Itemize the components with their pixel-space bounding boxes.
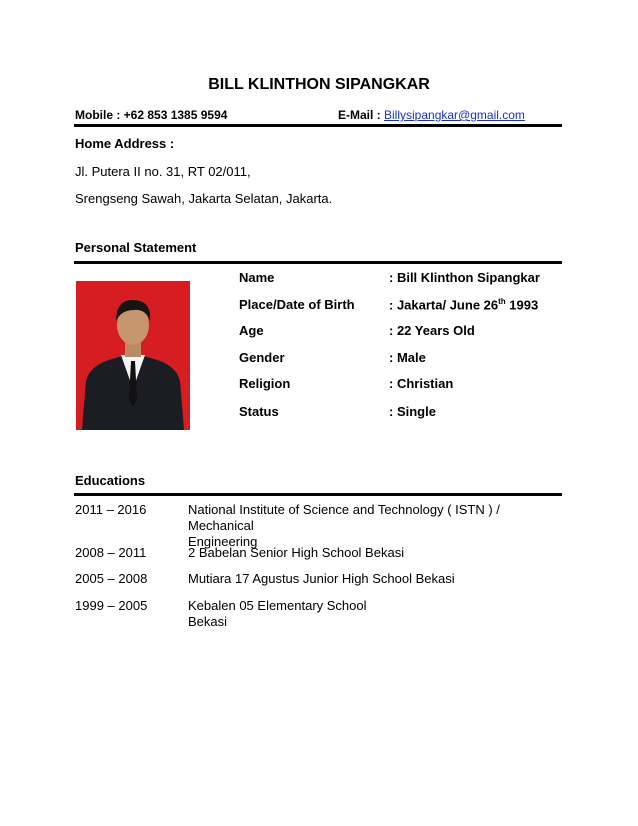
educations-heading: Educations <box>75 473 146 488</box>
education-description <box>188 598 564 630</box>
education-line: Engineering <box>188 534 258 549</box>
label-religion: Religion <box>239 376 291 391</box>
education-years: 1999 – 2005 <box>75 598 148 613</box>
address-line-2: Srengseng Sawah, Jakarta Selatan, Jakarta. <box>75 191 333 206</box>
education-description <box>188 545 564 561</box>
education-line: Kebalen 05 Elementary School <box>188 598 367 613</box>
header-divider <box>74 124 562 127</box>
email-line <box>338 108 525 122</box>
value-age: : 22 Years Old <box>389 323 475 338</box>
education-years: 2008 – 2011 <box>75 545 147 560</box>
birth-date-part: : Jakarta/ June 26 <box>389 297 499 313</box>
value-religion: : Christian <box>389 376 454 391</box>
education-line: Bekasi <box>188 614 228 629</box>
education-line: Mutiara 17 Agustus Junior High School Bekasi <box>188 571 455 586</box>
label-gender: Gender <box>239 350 285 365</box>
education-description <box>188 502 564 550</box>
email-link[interactable]: Billysipangkar@gmail.com <box>384 108 525 122</box>
value-place-date-of-birth <box>389 297 538 312</box>
personal-statement-heading: Personal Statement <box>75 240 197 255</box>
education-years: 2005 – 2008 <box>75 571 148 586</box>
profile-photo <box>76 281 190 430</box>
person-portrait-icon <box>76 281 190 430</box>
education-line: National Institute of Science and Technology ( ISTN ) / Mechanical <box>188 502 500 533</box>
value-status: : Single <box>389 404 436 419</box>
address-line-1: Jl. Putera II no. 31, RT 02/011, <box>75 164 251 179</box>
label-age: Age <box>239 323 264 338</box>
value-name: : Bill Klinthon Sipangkar <box>389 270 540 285</box>
education-years: 2011 – 2016 <box>75 502 147 517</box>
mobile-number: Mobile : +62 853 1385 9594 <box>75 108 228 122</box>
personal-divider <box>74 261 562 264</box>
education-description <box>188 571 564 587</box>
value-gender: : Male <box>389 350 426 365</box>
resume-name: BILL KLINTHON SIPANGKAR <box>208 76 430 93</box>
ordinal-suffix: th <box>498 297 506 306</box>
label-name: Name <box>239 270 275 285</box>
birth-year-part: 1993 <box>505 297 539 313</box>
label-place-date-of-birth: Place/Date of Birth <box>239 297 355 312</box>
education-line: 2 Babelan Senior High School Bekasi <box>188 545 405 560</box>
home-address-heading: Home Address : <box>75 136 175 151</box>
educations-divider <box>74 493 562 496</box>
email-label: E-Mail : <box>338 108 385 122</box>
label-status: Status <box>239 404 279 419</box>
